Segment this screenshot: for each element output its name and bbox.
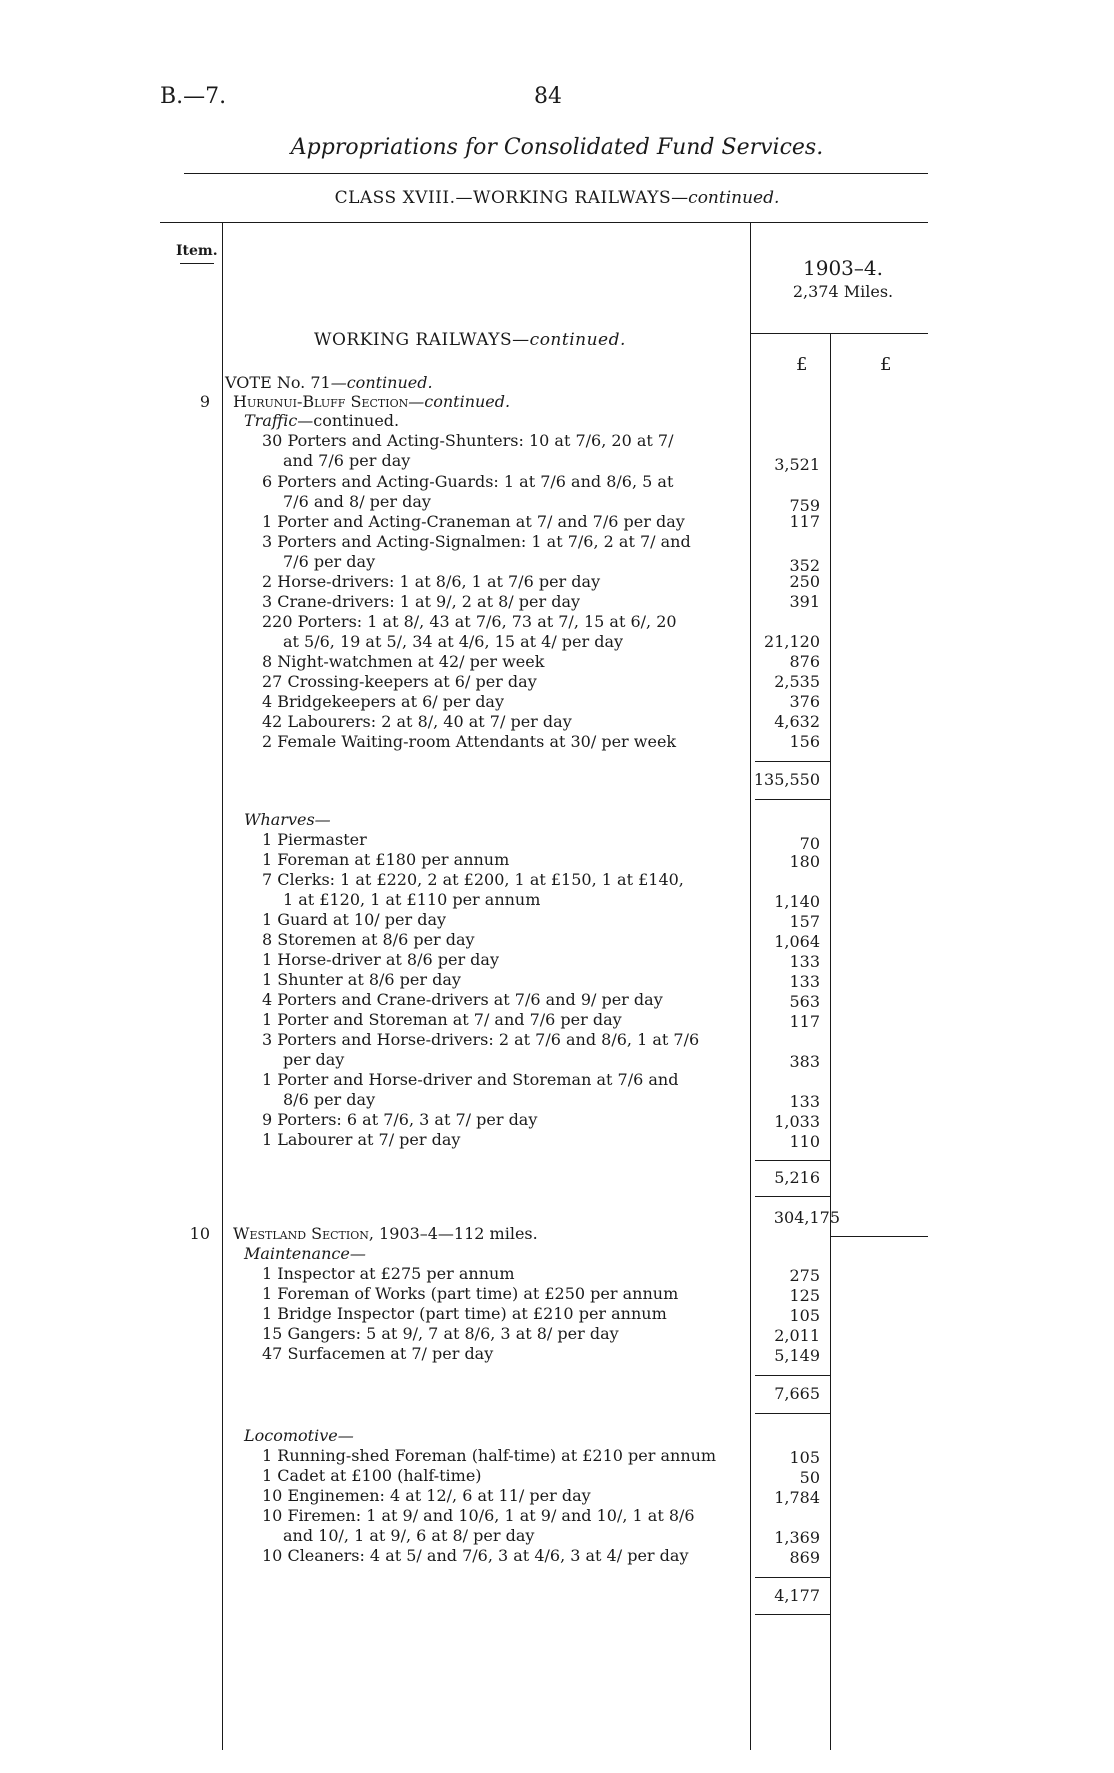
amount-value: 391 [789,592,820,611]
class-heading [0,188,1114,208]
vote-suffix: —continued. [330,373,433,392]
year-header-rule [750,333,928,334]
section-heading-suffix: —continued. [512,330,626,350]
subtotal-rule [755,799,830,800]
wharves-heading: Wharves— [244,810,331,829]
list-item: 3 Porters and Horse-drivers: 2 at 7/6 and 8/6, 1 at 7/6 [262,1030,700,1049]
list-item: 1 Bridge Inspector (part time) at £210 per annum [262,1304,667,1323]
list-item: 10 Enginemen: 4 at 12/, 6 at 11/ per day [262,1486,591,1505]
item-header-dash [180,263,214,264]
list-item: 9 Porters: 6 at 7/6, 3 at 7/ per day [262,1110,538,1129]
total-column-divider [830,333,831,1750]
item-column-header: Item. [176,243,218,259]
traffic-suffix: —continued. [297,411,400,430]
amount-value: 125 [789,1286,820,1305]
amount-value: 105 [789,1448,820,1467]
section-total-rule [830,1236,928,1237]
subtotal-rule [755,1413,830,1414]
title-rule [184,173,928,174]
amount-value: 110 [789,1132,820,1151]
list-item: 1 Running-shed Foreman (half-time) at £210 per annum [262,1446,717,1465]
amount-value: 21,120 [764,632,820,651]
list-item: 3 Porters and Acting-Signalmen: 1 at 7/6, 2 at 7/ and [262,532,691,551]
list-item: 30 Porters and Acting-Shunters: 10 at 7/6, 20 at 7/ [262,431,674,450]
miles-header: 2,374 Miles. [792,282,894,301]
amount-value: 50 [799,1468,820,1487]
item-number-10: 10 [189,1224,210,1243]
amount-value: 1,784 [774,1488,820,1507]
maintenance-total: 7,665 [774,1384,820,1403]
list-item-continuation: 1 at £120, 1 at £110 per annum [283,890,541,909]
list-item-continuation: per day [283,1050,345,1069]
list-item: 1 Horse-driver at 8/6 per day [262,950,499,969]
page-title: Appropriations for Consolidated Fund Services. [290,135,824,160]
amount-value: 2,535 [774,672,820,691]
section-heading-text: WORKING RAILWAYS [314,330,513,350]
list-item-continuation: 8/6 per day [283,1090,376,1109]
class-heading-suffix: —continued. [671,188,780,208]
amount-value: 876 [789,652,820,671]
westland-name: Westland Section [233,1224,369,1243]
amount-value: 759 [789,496,820,515]
traffic-text: Traffic [244,411,298,430]
westland-suffix: , 1903–4—112 miles. [368,1224,538,1243]
list-item: 1 Foreman at £180 per annum [262,850,510,869]
year-header: 1903–4. [803,256,883,280]
amount-value: 383 [789,1052,820,1071]
amount-value: 1,033 [774,1112,820,1131]
list-item: 3 Crane-drivers: 1 at 9/, 2 at 8/ per day [262,592,581,611]
amount-value: 133 [789,972,820,991]
westland-heading [233,1224,538,1244]
list-item: 1 Labourer at 7/ per day [262,1130,461,1149]
locomotive-heading: Locomotive— [244,1426,354,1445]
subtotal-rule [755,1375,830,1376]
list-item: 27 Crossing-keepers at 6/ per day [262,672,537,691]
list-item: 1 Inspector at £275 per annum [262,1264,515,1283]
list-item: 220 Porters: 1 at 8/, 43 at 7/6, 73 at 7/, 15 at 6/, 20 [262,612,677,631]
pound-sign-total: £ [880,354,892,375]
list-item-continuation: 7/6 and 8/ per day [283,492,431,511]
amount-value: 156 [789,732,820,751]
amount-value: 1,140 [774,892,820,911]
pound-sign-amount: £ [796,354,808,375]
list-item: 1 Foreman of Works (part time) at £250 per annum [262,1284,679,1303]
class-heading-text: CLASS XVIII.—WORKING RAILWAYS [334,188,672,208]
subtotal-rule [755,1577,830,1578]
item-column-divider [222,222,223,1750]
section-heading [314,330,626,350]
list-item: 1 Porter and Horse-driver and Storeman at 7/6 and [262,1070,679,1089]
list-item: 7 Clerks: 1 at £220, 2 at £200, 1 at £150, 1 at £140, [262,870,684,889]
amount-value: 2,011 [774,1326,820,1345]
subtotal-rule [755,1614,830,1615]
list-item-continuation: at 5/6, 19 at 5/, 34 at 4/6, 15 at 4/ per day [283,632,624,651]
list-item: 1 Cadet at £100 (half-time) [262,1466,482,1485]
list-item: 2 Female Waiting-room Attendants at 30/ per week [262,732,677,751]
amount-value: 117 [789,512,820,531]
item-number-9: 9 [199,392,210,411]
hurunui-text: Hurunui-Bluff Section [233,392,409,411]
list-item: 1 Piermaster [262,830,367,849]
amount-value: 105 [789,1306,820,1325]
list-item: 10 Firemen: 1 at 9/ and 10/6, 1 at 9/ and 10/, 1 at 8/6 [262,1506,695,1525]
amount-value: 275 [789,1266,820,1285]
amount-value: 1,064 [774,932,820,951]
list-item: 4 Porters and Crane-drivers at 7/6 and 9/ per day [262,990,663,1009]
list-item: 2 Horse-drivers: 1 at 8/6, 1 at 7/6 per day [262,572,601,591]
amount-value: 133 [789,952,820,971]
list-item: 1 Porter and Acting-Craneman at 7/ and 7/6 per day [262,512,685,531]
hurunui-heading [233,392,510,412]
list-item: 8 Storemen at 8/6 per day [262,930,475,949]
traffic-heading [244,411,399,431]
amount-value: 869 [789,1548,820,1567]
list-item: 6 Porters and Acting-Guards: 1 at 7/6 and 8/6, 5 at [262,472,674,491]
list-item: 42 Labourers: 2 at 8/, 40 at 7/ per day [262,712,572,731]
amount-value: 133 [789,1092,820,1111]
vote-text: VOTE No. 71 [225,373,331,392]
list-item: 1 Guard at 10/ per day [262,910,447,929]
list-item-continuation: 7/6 per day [283,552,376,571]
amount-value: 70 [799,834,820,853]
amount-value: 352 [789,556,820,575]
subtotal-rule [755,761,830,762]
table-top-rule [160,222,928,223]
amount-value: 117 [789,1012,820,1031]
vote-label [225,373,433,393]
amount-value: 5,149 [774,1346,820,1365]
amount-value: 4,632 [774,712,820,731]
list-item: 10 Cleaners: 4 at 5/ and 7/6, 3 at 4/6, 3 at 4/ per day [262,1546,689,1565]
amount-value: 376 [789,692,820,711]
page-number: 84 [534,84,562,109]
list-item-continuation: and 7/6 per day [283,451,411,470]
amount-value: 1,369 [774,1528,820,1547]
list-item: 47 Surfacemen at 7/ per day [262,1344,494,1363]
list-item: 1 Shunter at 8/6 per day [262,970,461,989]
locomotive-total: 4,177 [774,1586,820,1605]
subtotal-rule [755,1160,830,1161]
wharves-total: 5,216 [774,1168,820,1187]
traffic-total: 135,550 [753,770,820,789]
list-item: 4 Bridgekeepers at 6/ per day [262,692,505,711]
hurunui-suffix: —continued. [408,392,511,411]
amount-value: 3,521 [774,455,820,474]
list-item-continuation: and 10/, 1 at 9/, 6 at 8/ per day [283,1526,535,1545]
amount-value: 180 [789,852,820,871]
amount-value: 157 [789,912,820,931]
amount-value: 563 [789,992,820,1011]
list-item: 1 Porter and Storeman at 7/ and 7/6 per day [262,1010,622,1029]
document-reference: B.—7. [160,84,227,109]
amount-value: 250 [789,572,820,591]
list-item: 15 Gangers: 5 at 9/, 7 at 8/6, 3 at 8/ per day [262,1324,619,1343]
list-item: 8 Night-watchmen at 42/ per week [262,652,545,671]
section-9-total: 304,175 [773,1208,840,1227]
maintenance-heading: Maintenance— [244,1244,366,1263]
subtotal-rule [755,1196,830,1197]
